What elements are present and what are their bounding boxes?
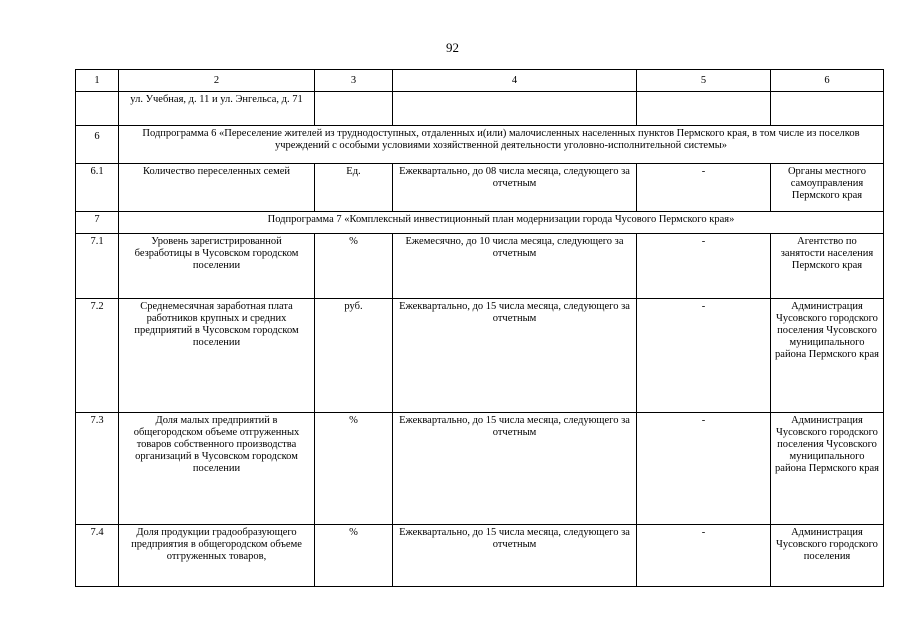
cell-unit: руб. — [315, 299, 393, 413]
cell-responsible: Органы местного самоуправления Пермского края — [771, 164, 884, 212]
cell-col5 — [637, 92, 771, 126]
cell-col5: - — [637, 234, 771, 299]
page-number: 92 — [446, 40, 459, 55]
cell-indicator: ул. Учебная, д. 11 и ул. Энгельса, д. 71 — [119, 92, 315, 126]
cell-number: 7.2 — [76, 299, 119, 413]
cell-responsible: Администрация Чусовского городского поселения Чусовского муниципального района Пермского края — [771, 299, 884, 413]
header-cell: 6 — [771, 70, 884, 92]
header-cell: 2 — [119, 70, 315, 92]
cell-indicator: Среднемесячная заработная плата работников крупных и средних предприятий в Чусовском городском поселении — [119, 299, 315, 413]
cell-unit: % — [315, 525, 393, 587]
cell-period: Ежеквартально, до 08 числа месяца, следующего за отчетным — [393, 164, 637, 212]
subprogram-title: Подпрограмма 6 «Переселение жителей из труднодоступных, отдаленных и(или) малочисленных населенных пунктов Пермского края, в том числе из поселков учреждений с особыми условиями хозяйственной деятельности уголовно-исполнительной системы» — [119, 126, 884, 164]
cell-number: 7.4 — [76, 525, 119, 587]
subprogram-row — [76, 126, 884, 164]
table-header-row — [76, 70, 884, 92]
cell-period: Ежеквартально, до 15 числа месяца, следующего за отчетным — [393, 525, 637, 587]
table-row — [76, 164, 884, 212]
cell-period — [393, 92, 637, 126]
cell-number: 6 — [76, 126, 119, 164]
cell-period: Ежемесячно, до 10 числа месяца, следующего за отчетным — [393, 234, 637, 299]
cell-unit: % — [315, 413, 393, 525]
cell-indicator: Доля продукции градообразующего предприятия в общегородском объеме отгруженных товаров, — [119, 525, 315, 587]
subprogram-row — [76, 212, 884, 234]
cell-indicator: Уровень зарегистрированной безработицы в Чусовском городском поселении — [119, 234, 315, 299]
cell-responsible: Администрация Чусовского городского поселения — [771, 525, 884, 587]
header-cell: 1 — [76, 70, 119, 92]
subprogram-title: Подпрограмма 7 «Комплексный инвестиционный план модернизации города Чусового Пермского края» — [119, 212, 884, 234]
table-row — [76, 92, 884, 126]
cell-responsible: Администрация Чусовского городского поселения Чусовского муниципального района Пермского края — [771, 413, 884, 525]
cell-unit — [315, 92, 393, 126]
cell-unit: % — [315, 234, 393, 299]
cell-col5: - — [637, 299, 771, 413]
cell-col5: - — [637, 525, 771, 587]
header-cell: 5 — [637, 70, 771, 92]
cell-responsible — [771, 92, 884, 126]
cell-period: Ежеквартально, до 15 числа месяца, следующего за отчетным — [393, 413, 637, 525]
cell-number: 7 — [76, 212, 119, 234]
header-cell: 3 — [315, 70, 393, 92]
cell-number: 7.1 — [76, 234, 119, 299]
cell-col5: - — [637, 164, 771, 212]
table-row — [76, 525, 884, 587]
cell-indicator: Доля малых предприятий в общегородском объеме отгруженных товаров собственного производства организаций в Чусовском городском поселении — [119, 413, 315, 525]
cell-col5: - — [637, 413, 771, 525]
cell-number: 7.3 — [76, 413, 119, 525]
cell-number: 6.1 — [76, 164, 119, 212]
cell-unit: Ед. — [315, 164, 393, 212]
cell-responsible: Агентство по занятости населения Пермского края — [771, 234, 884, 299]
table-row — [76, 413, 884, 525]
cell-number — [76, 92, 119, 126]
cell-period: Ежеквартально, до 15 числа месяца, следующего за отчетным — [393, 299, 637, 413]
indicators-table — [75, 69, 884, 587]
header-cell: 4 — [393, 70, 637, 92]
table-row — [76, 299, 884, 413]
table-row — [76, 234, 884, 299]
cell-indicator: Количество переселенных семей — [119, 164, 315, 212]
